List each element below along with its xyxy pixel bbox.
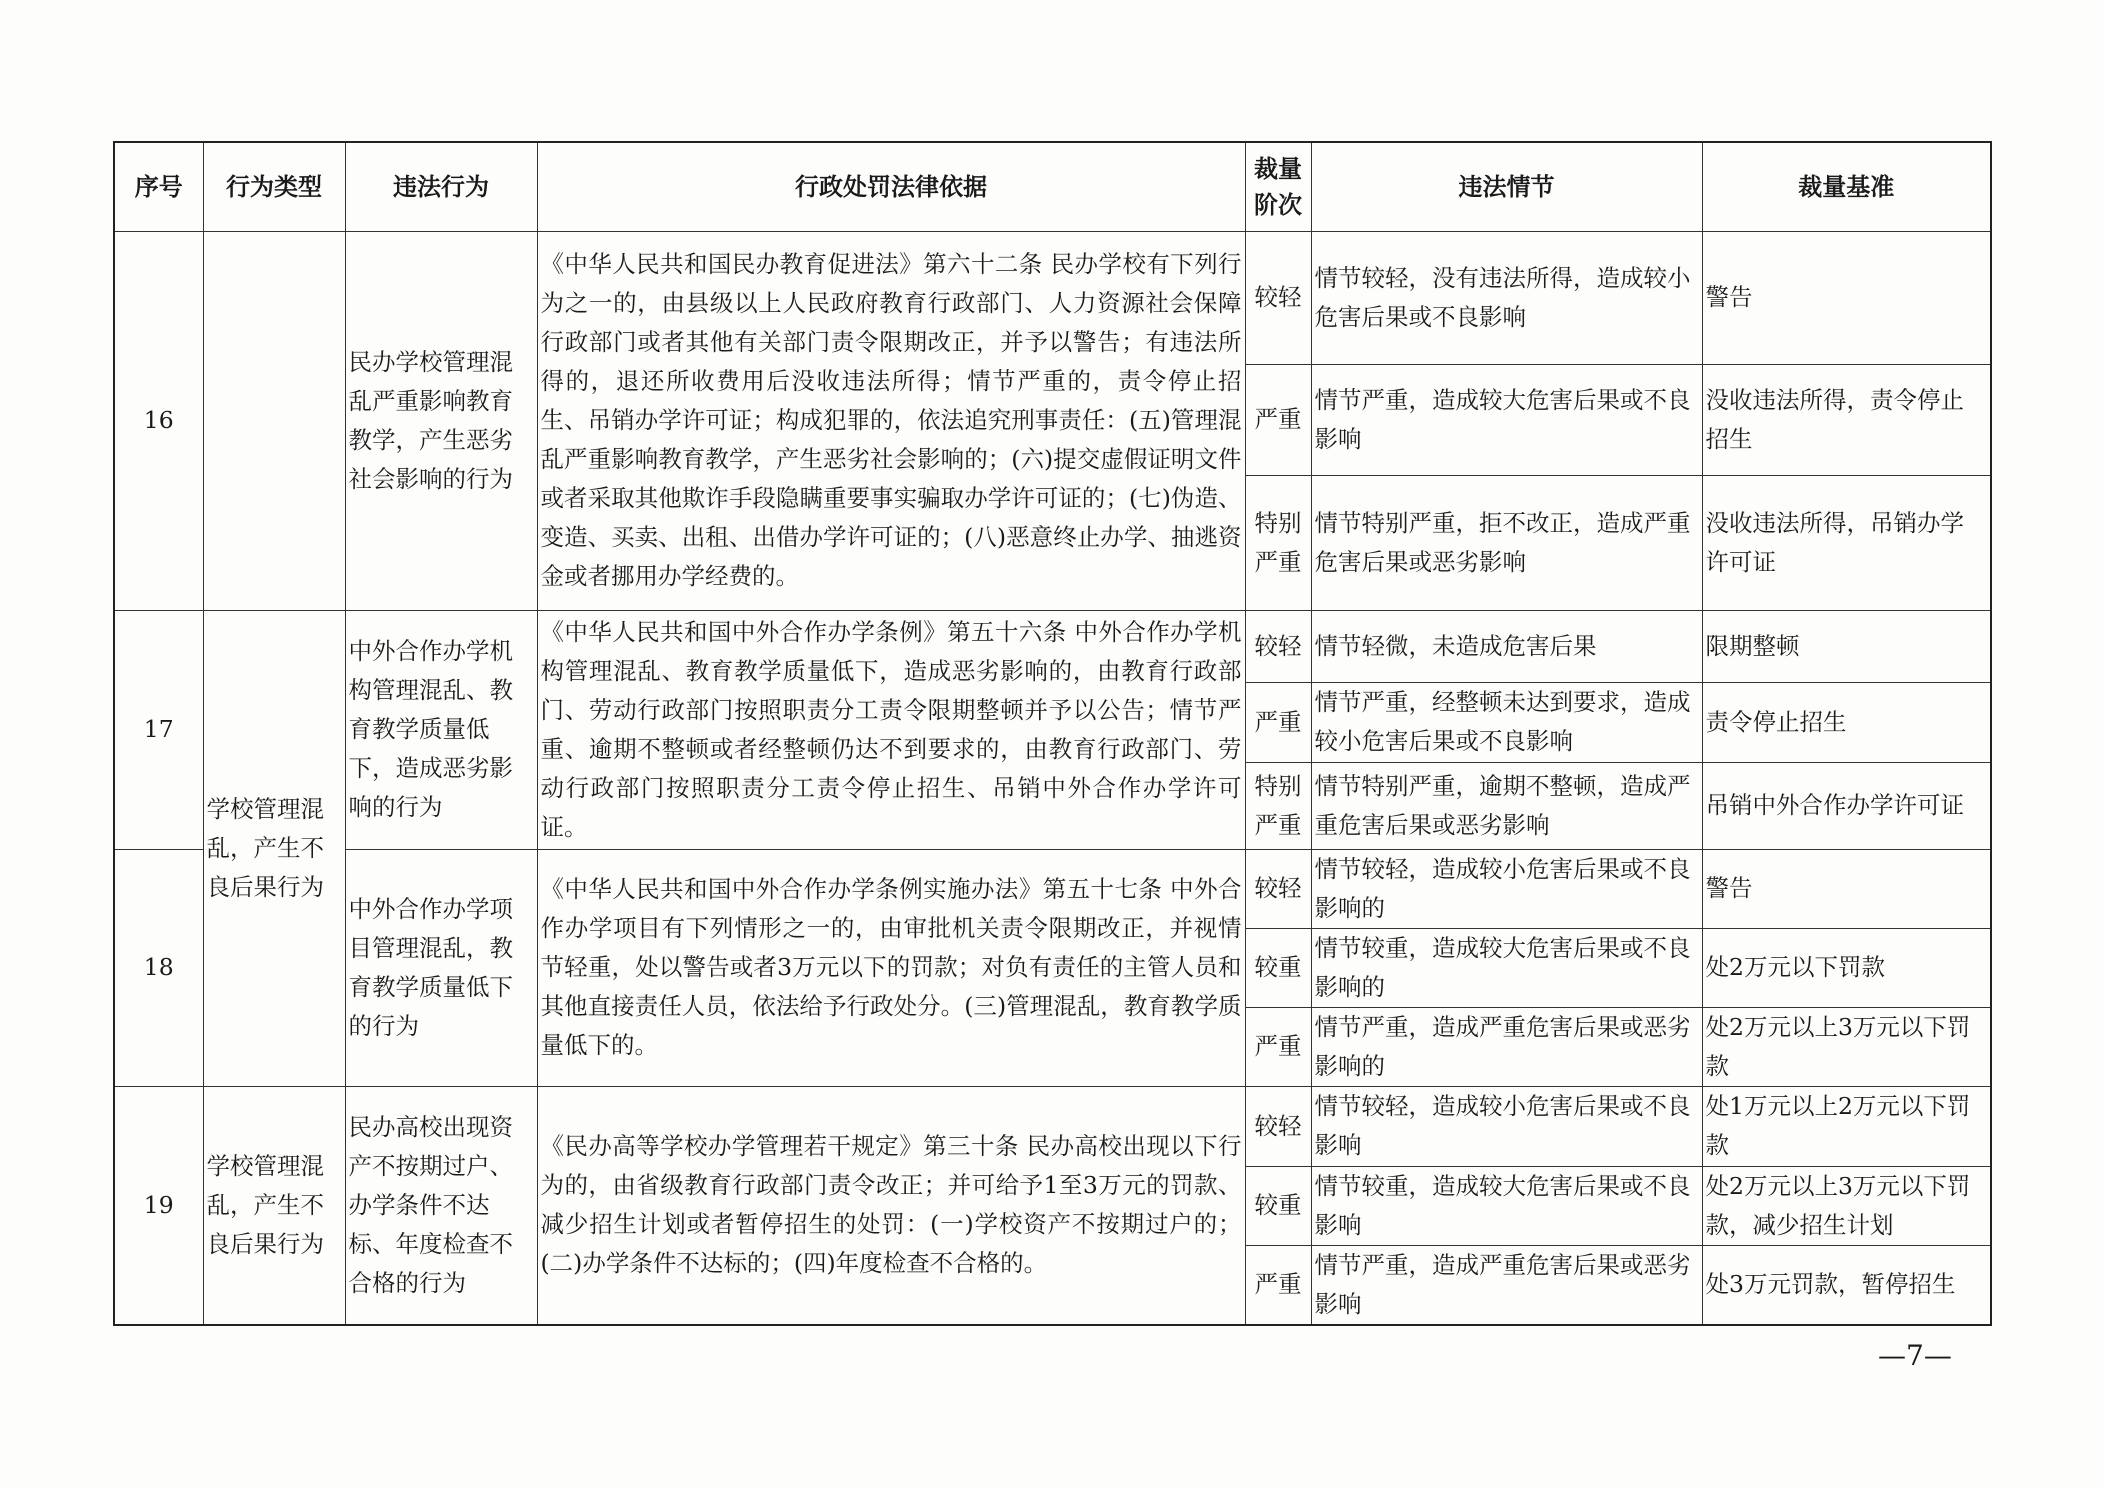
level-cell: 较轻 [1245, 231, 1311, 364]
header-circumstance: 违法情节 [1311, 142, 1702, 231]
row-number: 19 [114, 1086, 203, 1325]
header-violation: 违法行为 [345, 142, 537, 231]
standard-cell: 警告 [1702, 231, 1991, 364]
behavior-type-cell [203, 231, 345, 610]
header-legal-basis: 行政处罚法律依据 [537, 142, 1245, 231]
legal-basis-cell: 《民办高等学校办学管理若干规定》第三十条 民办高校出现以下行为的，由省级教育行政部门责令改正；并可给予1至3万元的罚款、减少招生计划或者暂停招生的处罚：(一)学校资产不按期过户的；(二)办学条件不达标的；(四)年度检查不合格的。 [537, 1086, 1245, 1325]
circumstance-cell: 情节严重，造成严重危害后果或恶劣影响 [1311, 1245, 1702, 1325]
level-cell: 较重 [1245, 1166, 1311, 1245]
standard-cell: 处2万元以上3万元以下罚款 [1702, 1007, 1991, 1086]
header-behavior-type: 行为类型 [203, 142, 345, 231]
header-standard: 裁量基准 [1702, 142, 1991, 231]
standard-cell: 处1万元以上2万元以下罚款 [1702, 1086, 1991, 1166]
legal-basis-cell: 《中华人民共和国民办教育促进法》第六十二条 民办学校有下列行为之一的，由县级以上人民政府教育行政部门、人力资源社会保障行政部门或者其他有关部门责令限期改正，并予以警告；有违法所得的，退还所收费用后没收违法所得；情节严重的，责令停止招生、吊销办学许可证；构成犯罪的，依法追究刑事责任：(五)管理混乱严重影响教育教学，产生恶劣社会影响的；(六)提交虚假证明文件或者采取其他欺诈手段隐瞒重要事实骗取办学许可证的；(七)伪造、变造、买卖、出租、出借办学许可证的；(八)恶意终止办学、抽逃资金或者挪用办学经费的。 [537, 231, 1245, 610]
level-cell: 较轻 [1245, 849, 1311, 928]
header-level: 裁量阶次 [1245, 142, 1311, 231]
level-cell: 严重 [1245, 1245, 1311, 1325]
standard-cell: 没收违法所得，吊销办学许可证 [1702, 475, 1991, 610]
header-no: 序号 [114, 142, 203, 231]
violation-cell: 中外合作办学机构管理混乱、教育教学质量低下，造成恶劣影响的行为 [345, 610, 537, 849]
level-cell: 较轻 [1245, 1086, 1311, 1166]
behavior-type-cell: 学校管理混乱，产生不良后果行为 [203, 610, 345, 1086]
page-number: —7— [1878, 1339, 1952, 1372]
standard-cell: 警告 [1702, 849, 1991, 928]
level-cell: 严重 [1245, 682, 1311, 762]
table-row [114, 610, 1991, 682]
level-cell: 特别严重 [1245, 475, 1311, 610]
circumstance-cell: 情节较重，造成较大危害后果或不良影响的 [1311, 928, 1702, 1007]
level-cell: 较重 [1245, 928, 1311, 1007]
table-row [114, 849, 1991, 928]
table-row [114, 1086, 1991, 1166]
violation-cell: 民办学校管理混乱严重影响教育教学，产生恶劣社会影响的行为 [345, 231, 537, 610]
table-row [114, 231, 1991, 364]
legal-basis-cell: 《中华人民共和国中外合作办学条例》第五十六条 中外合作办学机构管理混乱、教育教学质量低下，造成恶劣影响的，由教育行政部门、劳动行政部门按照职责分工责令限期整顿并予以公告；情节严重、逾期不整顿或者经整顿仍达不到要求的，由教育行政部门、劳动行政部门按照职责分工责令停止招生、吊销中外合作办学许可证。 [537, 610, 1245, 849]
circumstance-cell: 情节严重，经整顿未达到要求，造成较小危害后果或不良影响 [1311, 682, 1702, 762]
standard-cell: 处2万元以上3万元以下罚款，减少招生计划 [1702, 1166, 1991, 1245]
standard-cell: 责令停止招生 [1702, 682, 1991, 762]
circumstance-cell: 情节较重，造成较大危害后果或不良影响 [1311, 1166, 1702, 1245]
standard-cell: 没收违法所得，责令停止招生 [1702, 364, 1991, 475]
standard-cell: 限期整顿 [1702, 610, 1991, 682]
header-row [114, 142, 1991, 231]
violation-cell: 民办高校出现资产不按期过户、办学条件不达标、年度检查不合格的行为 [345, 1086, 537, 1325]
standard-cell: 处2万元以下罚款 [1702, 928, 1991, 1007]
circumstance-cell: 情节轻微，未造成危害后果 [1311, 610, 1702, 682]
row-number: 18 [114, 849, 203, 1086]
circumstance-cell: 情节较轻，造成较小危害后果或不良影响的 [1311, 849, 1702, 928]
behavior-type-cell: 学校管理混乱，产生不良后果行为 [203, 1086, 345, 1325]
standard-cell: 处3万元罚款，暂停招生 [1702, 1245, 1991, 1325]
row-number: 16 [114, 231, 203, 610]
violation-cell: 中外合作办学项目管理混乱，教育教学质量低下的行为 [345, 849, 537, 1086]
circumstance-cell: 情节特别严重，拒不改正，造成严重危害后果或恶劣影响 [1311, 475, 1702, 610]
circumstance-cell: 情节较轻，造成较小危害后果或不良影响 [1311, 1086, 1702, 1166]
level-cell: 严重 [1245, 1007, 1311, 1086]
level-cell: 严重 [1245, 364, 1311, 475]
circumstance-cell: 情节严重，造成严重危害后果或恶劣影响的 [1311, 1007, 1702, 1086]
row-number: 17 [114, 610, 203, 849]
circumstance-cell: 情节较轻，没有违法所得，造成较小危害后果或不良影响 [1311, 231, 1702, 364]
legal-basis-cell: 《中华人民共和国中外合作办学条例实施办法》第五十七条 中外合作办学项目有下列情形之一的，由审批机关责令限期改正，并视情节轻重，处以警告或者3万元以下的罚款；对负有责任的主管人员和其他直接责任人员，依法给予行政处分。(三)管理混乱，教育教学质量低下的。 [537, 849, 1245, 1086]
penalty-standards-table [113, 141, 1992, 1326]
standard-cell: 吊销中外合作办学许可证 [1702, 762, 1991, 849]
level-cell: 特别严重 [1245, 762, 1311, 849]
circumstance-cell: 情节严重，造成较大危害后果或不良影响 [1311, 364, 1702, 475]
circumstance-cell: 情节特别严重，逾期不整顿，造成严重危害后果或恶劣影响 [1311, 762, 1702, 849]
level-cell: 较轻 [1245, 610, 1311, 682]
